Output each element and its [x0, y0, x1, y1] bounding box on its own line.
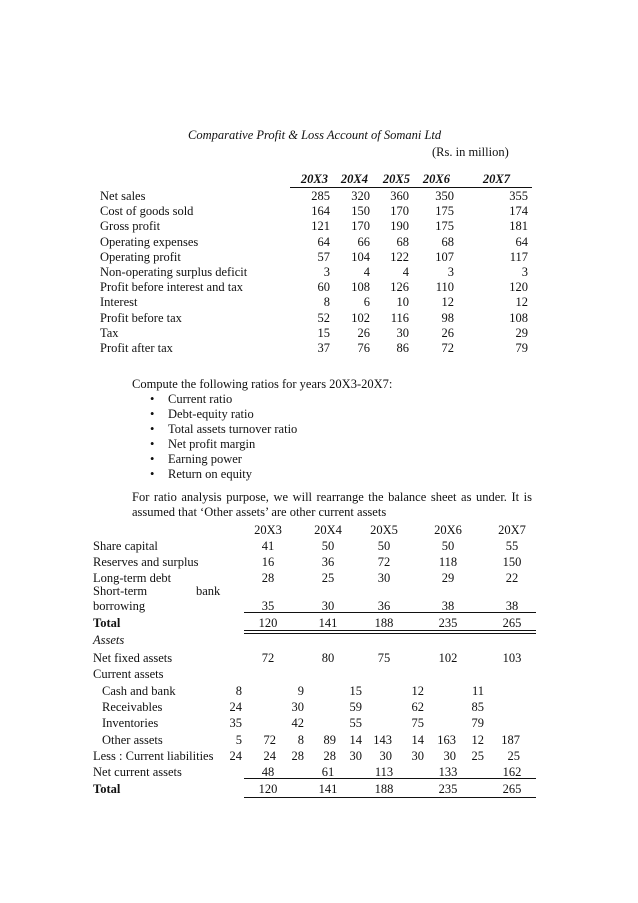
- bs-year-1: 20X3: [254, 523, 282, 537]
- cell-value: 116: [390, 310, 409, 325]
- cell-value: 6: [363, 295, 370, 310]
- cell-value: 29: [515, 325, 528, 340]
- bullet-icon: •: [150, 437, 155, 451]
- table-row: [0, 204, 638, 220]
- cell-value: 190: [390, 219, 409, 234]
- table-row-total: Total 120 141 188 235 265: [93, 616, 522, 630]
- row-label: Tax: [100, 325, 119, 340]
- cell-value: 52: [317, 310, 330, 325]
- table-row: [0, 235, 638, 251]
- list-item: • Return on equity: [150, 467, 253, 481]
- cell-value: 76: [357, 341, 370, 355]
- divider: [244, 797, 536, 798]
- cell-value: 355: [509, 189, 528, 203]
- cell-value: 15: [317, 325, 330, 340]
- cell-value: 3: [521, 265, 528, 279]
- cell-value: 3: [447, 265, 454, 279]
- table-row: Net current assets 48 61 113 133 162: [93, 765, 522, 779]
- cell-value: 72: [441, 341, 454, 355]
- bullet-icon: •: [150, 422, 155, 436]
- cell-value: 320: [351, 189, 370, 203]
- table-row: Reserves and surplus 16 36 72 118 150: [93, 555, 522, 569]
- cell-value: 60: [317, 280, 330, 295]
- cell-value: 66: [357, 234, 370, 249]
- table-row: [0, 326, 638, 342]
- table-row: Current assets: [93, 667, 164, 681]
- pl-header-rule: [290, 187, 532, 188]
- table-row: [0, 280, 638, 296]
- table-row: borrowing 35 30 36 38 38: [93, 599, 519, 613]
- bs-year-2: 20X4: [314, 523, 342, 537]
- table-row: [0, 250, 638, 266]
- cell-value: 360: [390, 189, 409, 203]
- cell-value: 86: [396, 341, 409, 355]
- cell-value: 107: [435, 249, 454, 264]
- table-row: [0, 295, 638, 311]
- table-row: Receivables 24 30 59 62 85: [102, 700, 484, 714]
- row-label: Profit after tax: [100, 341, 173, 355]
- row-label: Profit before tax: [100, 310, 182, 325]
- instructions-intro: Compute the following ratios for years 20X3-20X7:: [132, 377, 393, 391]
- cell-value: 10: [396, 295, 409, 310]
- cell-value: 181: [509, 219, 528, 234]
- table-row: Assets: [93, 633, 125, 647]
- divider: [244, 630, 536, 631]
- table-row: [0, 341, 638, 357]
- divider: [244, 778, 536, 779]
- cell-value: 170: [351, 219, 370, 234]
- pl-year-4: 20X6: [422, 172, 450, 186]
- row-label: Operating expenses: [100, 234, 199, 249]
- table-row-total: Total 120 141 188 235 265: [93, 782, 522, 796]
- cell-value: 64: [515, 234, 528, 249]
- ratio-list: [150, 392, 297, 482]
- pl-title: Comparative Profit & Loss Account of Somani Ltd: [188, 128, 442, 142]
- table-row: [0, 219, 638, 235]
- table-row: Inventories 35 42 55 75 79: [102, 716, 484, 730]
- table-row: Cash and bank 8 9 15 12 11: [102, 684, 484, 698]
- list-item: • Total assets turnover ratio: [150, 422, 298, 436]
- cell-value: 30: [396, 325, 409, 340]
- row-label: Non-operating surplus deficit: [100, 265, 248, 279]
- table-row: Short-term bank: [93, 584, 221, 598]
- bullet-icon: •: [150, 452, 155, 466]
- cell-value: 121: [311, 219, 330, 234]
- bs-year-3: 20X5: [370, 523, 398, 537]
- table-row: Net fixed assets 72 80 75 102 103: [93, 651, 522, 665]
- cell-value: 164: [311, 204, 330, 219]
- cell-value: 174: [509, 204, 528, 219]
- cell-value: 12: [515, 295, 528, 310]
- note-paragraph: For ratio analysis purpose, we will rearrange the balance sheet as under. It is assumed that ‘Other assets’ are other current assets: [132, 490, 532, 519]
- cell-value: 104: [351, 249, 370, 264]
- pl-year-2: 20X4: [340, 172, 368, 186]
- cell-value: 108: [509, 310, 528, 325]
- table-row: [0, 189, 638, 205]
- row-label: Operating profit: [100, 249, 181, 264]
- cell-value: 57: [317, 249, 330, 264]
- list-item: • Current ratio: [150, 392, 233, 406]
- pl-unit: (Rs. in million): [432, 145, 509, 159]
- cell-value: 122: [390, 249, 409, 264]
- cell-value: 4: [363, 265, 370, 279]
- cell-value: 4: [402, 265, 409, 279]
- table-row: Long-term debt 28 25 30 29 22: [93, 571, 519, 585]
- bs-year-4: 20X6: [434, 523, 462, 537]
- table-row: Other assets 5 72 8 89 14 143 14 163 12 187: [102, 733, 520, 747]
- cell-value: 108: [351, 280, 370, 295]
- cell-value: 110: [435, 280, 454, 295]
- cell-value: 64: [317, 234, 330, 249]
- list-item: • Net profit margin: [150, 437, 256, 451]
- bullet-icon: •: [150, 467, 155, 481]
- cell-value: 102: [351, 310, 370, 325]
- table-row: [0, 311, 638, 327]
- table-row: [0, 265, 638, 281]
- cell-value: 126: [390, 280, 409, 295]
- cell-value: 170: [390, 204, 409, 219]
- divider: [244, 612, 536, 613]
- cell-value: 26: [357, 325, 370, 340]
- bullet-icon: •: [150, 407, 155, 421]
- cell-value: 350: [435, 189, 454, 203]
- bullet-icon: •: [150, 392, 155, 406]
- cell-value: 37: [317, 341, 330, 355]
- cell-value: 150: [351, 204, 370, 219]
- cell-value: 120: [509, 280, 528, 295]
- cell-value: 26: [441, 325, 454, 340]
- bs-year-5: 20X7: [498, 523, 526, 537]
- cell-value: 8: [323, 295, 330, 310]
- table-row: Less : Current liabilities 24 24 28 28 30 30 30 30 25 25: [93, 749, 520, 763]
- cell-value: 175: [435, 204, 454, 219]
- row-label: Gross profit: [100, 219, 161, 234]
- row-label: Profit before interest and tax: [100, 280, 244, 295]
- row-label: Cost of goods sold: [100, 204, 194, 219]
- cell-value: 175: [435, 219, 454, 234]
- list-item: • Earning power: [150, 452, 242, 466]
- cell-value: 3: [323, 265, 330, 279]
- cell-value: 98: [441, 310, 454, 325]
- table-row: Share capital 41 50 50 50 55: [93, 539, 519, 553]
- cell-value: 68: [396, 234, 409, 249]
- cell-value: 79: [515, 341, 528, 355]
- pl-year-1: 20X3: [300, 172, 328, 186]
- list-item: • Debt-equity ratio: [150, 407, 254, 421]
- row-label: Interest: [100, 295, 138, 310]
- pl-year-3: 20X5: [382, 172, 410, 186]
- row-label: Net sales: [100, 189, 146, 203]
- cell-value: 117: [509, 249, 528, 264]
- cell-value: 285: [311, 189, 330, 203]
- cell-value: 68: [441, 234, 454, 249]
- cell-value: 12: [441, 295, 454, 310]
- pl-year-5: 20X7: [482, 172, 510, 186]
